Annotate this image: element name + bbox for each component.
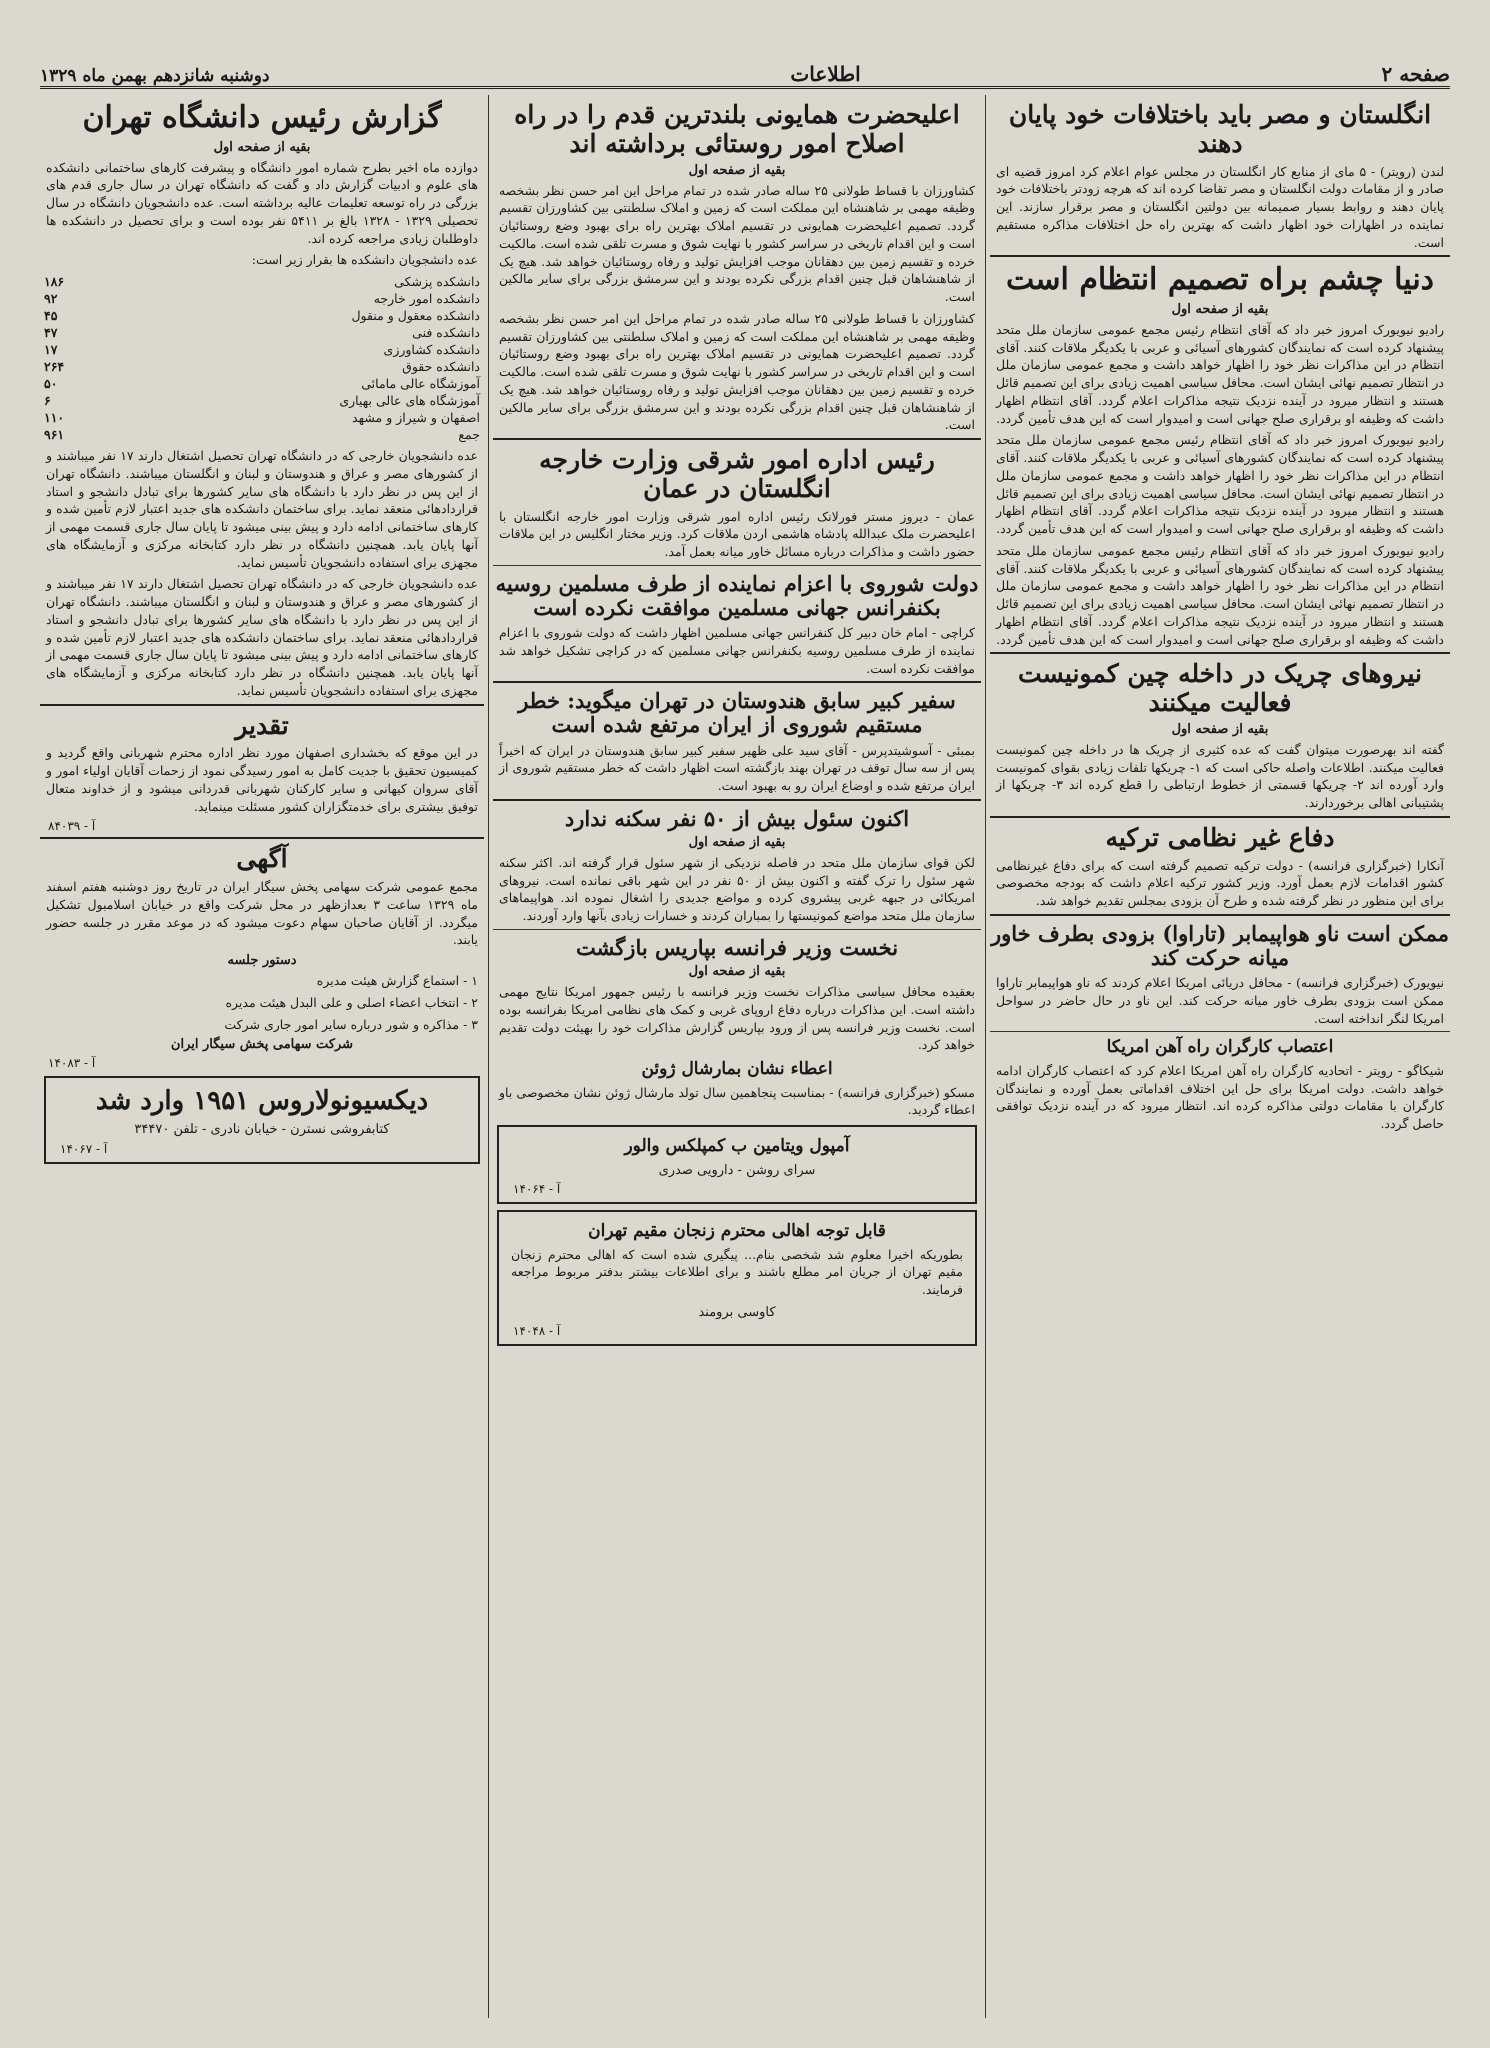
- article-body: دوازده ماه اخیر بطرح شماره امور دانشگاه و پیشرفت کارهای ساختمانی دانشکده های علوم و ادبیات گزارش داد و گفت که دانشگاه تهران در سال جاری قدم های بزرگی در راه توسعه تعلیمات عالیه برداشته است. عده دانشجویان دانشگاه در سال تحصیلی ۱۳۲۹ - ۱۳۲۸ بالغ بر ۵۴۱۱ نفر بوده است و برای تحصیل در دانشکده ها داوطلبان زیادی مراجعه کرده اند. عده دانشجویان دانشکده ها بقرار زیر است:: [46, 159, 479, 268]
- article-body: لکن قوای سازمان ملل متحد در فاصله نزدیکی از شهر سئول قرار گرفته اند. اکثر سکنه شهر سئول را ترک گفته و اکنون بیش از ۵۰ نفر در این شهر باقی نمانده است. نیروهای امریکائی در جبهه غربی پیشروی کرده و مواضع جدیدی را اشغال نموده اند. هواپیماهای سازمان ملل متحد مواضع کمونیستها را بمباران کردند و خسارات زیادی بآنها وارد آوردند.: [499, 854, 975, 924]
- faculty-name: دانشکده فنی: [412, 325, 480, 340]
- enrollment-table: [40, 273, 484, 443]
- agenda-item: ۳ - مذاکره و شور درباره سایر امور جاری شرکت: [224, 1016, 478, 1032]
- faculty-name: دانشکده حقوق: [402, 359, 480, 374]
- divider: [990, 255, 1450, 257]
- ad-signature: کاوسی برومند: [698, 1304, 776, 1320]
- table-row: [40, 358, 484, 375]
- ad-title: قابل توجه اهالی محترم زنجان مقیم تهران: [588, 1221, 886, 1242]
- left-column: [40, 95, 484, 2028]
- agenda-item: ۲ - انتخاب اعضاء اصلی و علی البدل هیئت مدیره: [225, 994, 478, 1010]
- table-row: [40, 375, 484, 392]
- advertisement: [497, 1210, 977, 1346]
- article-headline: نخست وزیر فرانسه بپاریس بازگشت: [575, 934, 899, 960]
- continued-note: بقیه از صفحه اول: [688, 162, 786, 178]
- article-headline: اعطاء نشان بمارشال ژوئن: [641, 1059, 833, 1080]
- article-headline: ممکن است ناو هواپیمابر (تاراوا) بزودی بطرف خاور میانه حرکت کند: [990, 920, 1449, 970]
- agenda-item: ۱ - استماع گزارش هیئت مدیره: [316, 973, 478, 988]
- divider: [990, 914, 1450, 916]
- article-body: گفته اند بهرصورت میتوان گفت که عده کثیری از چریک ها در داخله چین کمونیست فعالیت میکنند. اطلاعات واصله حاکی است که ۱- چریکها تلفات زیادی بقوای کمونیست وارد آورده اند ۲- چریکها قسمتی از خطوط ارتباطی را قطع کرده اند ۳- چریکها از پشتیبانی اهالی برخوردارند.: [996, 741, 1444, 810]
- ad-title: آمپول ویتامین ب کمپلکس والور: [624, 1136, 850, 1157]
- divider: [493, 681, 981, 683]
- issue-date: دوشنبه شانزدهم بهمن ماه ۱۳۲۹: [40, 66, 270, 86]
- student-count: ۹۲: [44, 291, 58, 306]
- student-count: ۴۵: [44, 308, 58, 323]
- faculty-name: دانشکده کشاورزی: [383, 342, 480, 357]
- article-body: عده دانشجویان خارجی که در دانشگاه تهران تحصیل اشتغال دارند ۱۷ نفر میباشند و از کشورهای مصر و عراق و هندوستان و لبنان و انگلستان میباشند. دانشگاه تهران از این پس در نظر دارد با دانشگاه های سایر کشورها برای تبادل دانشجو و استاد قراردادهائی منعقد نماید. برای ساختمان دانشکده های جدید اعتبار لازم تأمین شده و کارهای ساختمانی ادامه دارد و پیش بینی میشود تا پایان سال جاری قسمت مهمی از آنها پایان یابد. همچنین دانشگاه در نظر دارد کتابخانه مرکزی و آزمایشگاه های مجهزی برای استفاده دانشجویان تأسیس نماید. عده دانشجویان خارجی که در دانشگاه تهران تحصیل اشتغال دارند ۱۷ نفر میباشند و از کشورهای مصر و عراق و هندوستان و لبنان و انگلستان میباشند. دانشگاه تهران از این پس در نظر دارد با دانشگاه های سایر کشورها برای تبادل دانشجو و استاد قراردادهائی منعقد نماید. برای ساختمان دانشکده های جدید اعتبار لازم تأمین شده و کارهای ساختمانی ادامه دارد و پیش بینی میشود تا پایان سال جاری قسمت مهمی از آنها پایان یابد. همچنین دانشگاه در نظر دارد کتابخانه مرکزی و آزمایشگاه های مجهزی برای استفاده دانشجویان تأسیس نماید.: [46, 448, 479, 698]
- page-number: صفحه ۲: [1381, 62, 1450, 86]
- faculty-name: اصفهان و شیراز و مشهد: [352, 410, 480, 425]
- notice-signature: شرکت سهامی پخش سیگار ایران: [170, 1037, 354, 1053]
- faculty-name: دانشکده پزشکی: [394, 274, 480, 289]
- article-headline: تقدیر: [235, 710, 289, 740]
- table-row: [40, 341, 484, 358]
- student-count: ۴۷: [44, 325, 58, 340]
- article-body: بمبئی - آسوشیتدپرس - آقای سید علی ظهیر سفیر کبیر سابق هندوستان در ایران که اخیراً پس از سه سال توقف در تهران بهند بازگشته است اظهار داشت که خطر مستقیم شوروی از ایران مرتفع شده و اوضاع ایران رو به بهبود است.: [499, 742, 975, 794]
- student-count: ۱۸۶: [44, 274, 65, 289]
- table-row: [40, 307, 484, 324]
- article-headline: دولت شوروی با اعزام نماینده از طرف مسلمین روسیه بکنفرانس جهانی مسلمین موافقت نکرده است: [495, 570, 979, 620]
- article-body: عمان - دیروز مستر فورلانک رئیس اداره امور شرقی وزارت امور خارجه انگلستان با اعلیحضرت ملک عبدالله پادشاه هاشمی اردن ملاقات کرد. وزیر مختار انگلیس در این ملاقات حضور داشت و مذاکرات درباره مسائل خاور میانه بعمل آمد.: [499, 508, 975, 559]
- article-headline: دنیا چشم براه تصمیم انتظام است: [1005, 262, 1435, 298]
- table-row: [40, 392, 484, 409]
- article-headline: نیروهای چریک در داخله چین کمونیست فعالیت میکنند: [1018, 659, 1422, 717]
- divider: [40, 837, 484, 839]
- article-body: کشاورزان با قساط طولانی ۲۵ ساله صادر شده در تمام مراحل این امر حسن نظر بشخصه وظیفه مهمی بر شاهنشاه این مملکت است که زمین و املاک سلطنتی بین کشاورزان تقسیم گردد. تصمیم اعلیحضرت همایونی در تقسیم املاک بهترین راه برای بهبود وضع روستائیان است و این اقدام تاریخی در سراسر کشور با نهایت شوق و مسرت تلقی شده است. مالکیت خرده و تقسیم زمین بین دهقانان موجب افزایش تولید و رفاه روستائیان خواهد شد. هیچ یک از شاهنشاهان قبل چنین اقدام بزرگی نکرده بودند و این سرمشق بزرگی برای سایر مالکین است. کشاورزان با قساط طولانی ۲۵ ساله صادر شده در تمام مراحل این امر حسن نظر بشخصه وظیفه مهمی بر شاهنشاه این مملکت است که زمین و املاک سلطنتی بین کشاورزان تقسیم گردد. تصمیم اعلیحضرت همایونی در تقسیم املاک بهترین راه برای بهبود وضع روستائیان است و این اقدام تاریخی در سراسر کشور با نهایت شوق و مسرت تلقی شده است. مالکیت خرده و تقسیم زمین بین دهقانان موجب افزایش تولید و رفاه روستائیان خواهد شد. هیچ یک از شاهنشاهان قبل چنین اقدام بزرگی نکرده بودند و این سرمشق بزرگی برای سایر مالکین است.: [499, 182, 975, 433]
- article-headline: رئیس اداره امور شرقی وزارت خارجه انگلستان در عمان: [539, 445, 935, 503]
- agenda-title: دستور جلسه: [227, 953, 297, 968]
- column-divider: [488, 95, 489, 2018]
- continued-note: بقیه از صفحه اول: [688, 834, 786, 850]
- table-row: [40, 409, 484, 426]
- student-count: ۵۰: [44, 376, 58, 391]
- ad-code: آ - ۱۴۰۶۴: [513, 1182, 561, 1197]
- article-headline: سفیر کبیر سابق هندوستان در تهران میگوید: خطر مستقیم شوروی از ایران مرتفع شده است: [518, 688, 956, 738]
- table-row: [40, 324, 484, 341]
- faculty-name: جمع: [458, 427, 480, 442]
- divider: [40, 704, 484, 706]
- divider: [990, 1031, 1450, 1032]
- article-body: مسکو (خبرگزاری فرانسه) - بمناسبت پنجاهمین سال تولد مارشال ژوئن نشان مخصوصی باو اعطاء گردید.: [499, 1084, 975, 1118]
- article-body: نیویورک (خبرگزاری فرانسه) - محافل دریائی امریکا اعلام کردند که ناو هواپیمابر تاراوا ممکن است بزودی بطرف خاور میانه حرکت کند. این ناو در حال حاضر در سواحل امریکا لنگر انداخته است.: [996, 975, 1444, 1026]
- divider: [493, 565, 981, 566]
- column-divider: [985, 95, 986, 2018]
- faculty-name: آموزشگاه عالی مامائی: [361, 376, 480, 391]
- ad-code: آ - ۱۴۰۸۳: [48, 1056, 96, 1071]
- article-headline: گزارش رئیس دانشگاه تهران: [82, 100, 442, 135]
- student-count: ۲۶۴: [44, 359, 65, 374]
- article-body: مجمع عمومی شرکت سهامی پخش سیگار ایران در تاریخ روز دوشنبه هفتم اسفند ماه ۱۳۲۹ ساعت ۳ بعدازظهر در محل شرکت واقع در خیابان اسلامبول تشکیل میگردد. از آقایان صاحبان سهام دعوت میشود که در موعد مقرر در جلسه حضور یابند.: [46, 879, 479, 948]
- continued-note: بقیه از صفحه اول: [1171, 301, 1269, 317]
- divider: [493, 799, 981, 801]
- student-count: ۱۷: [44, 342, 58, 357]
- student-count: ۹۶۱: [44, 427, 65, 442]
- agenda-list: [46, 972, 478, 1033]
- ad-code: آ - ۸۴۰۳۹: [48, 819, 96, 834]
- divider: [493, 438, 981, 440]
- student-count: ۱۱۰: [44, 410, 65, 425]
- continued-note: بقیه از صفحه اول: [213, 139, 311, 155]
- middle-column: [493, 95, 981, 2028]
- article-headline: اعتصاب کارگران راه آهن امریکا: [1106, 1037, 1334, 1058]
- table-row: [40, 426, 484, 443]
- student-count: ۶: [44, 393, 51, 408]
- article-body: در این موقع که بخشداری اصفهان مورد نظر اداره محترم شهربانی واقع گردید و کمیسیون تحقیق با جدیت کامل به امور رسیدگی نمود از زحمات آقایان اولیاء امور و آقای سروان کیهانی و سایر کارکنان شهربانی قدردانی میشود و از خداوند متعال توفیق بیشتری برای خدمتگزاران کشور مسئلت مینماید.: [46, 745, 478, 814]
- article-headline: اکنون سئول بیش از ۵۰ نفر سکنه ندارد: [564, 805, 910, 831]
- article-body: بعقیده محافل سیاسی مذاکرات نخست وزیر فرانسه با رئیس جمهور امریکا نتایج مهمی داشته است. این مذاکرات درباره دفاع اروپای غربی و کمک های نظامی امریکا بفرانسه بوده است. نخست وزیر فرانسه پس از ورود بپاریس گزارش مذاکرات خود را بهیئت دولت تقدیم خواهد کرد.: [499, 984, 975, 1053]
- advertisement: [497, 1125, 977, 1204]
- table-row: [40, 273, 484, 290]
- ad-text: کتابفروشی نسترن - خیابان نادری - تلفن ۳۴۴۷۰: [134, 1122, 390, 1138]
- continued-note: بقیه از صفحه اول: [688, 964, 786, 980]
- article-body: شیکاگو - رویتر - اتحادیه کارگران راه آهن امریکا اعلام کرد که اعتصاب کارگران ادامه خواهد داشت. دولت امریکا برای حل این اختلاف اقداماتی بعمل آورده و نمایندگان کارگران با مقامات دولتی مذاکره کرده اند. انتظار میرود که در آینده نزدیک توافقی حاصل گردد.: [996, 1062, 1444, 1132]
- article-body: آنکارا (خبرگزاری فرانسه) - دولت ترکیه تصمیم گرفته است که برای دفاع غیرنظامی کشور اقدامات لازم بعمل آورد. وزیر کشور ترکیه اعلام داشت که بودجه مخصوصی برای این منظور در نظر گرفته شده و طرح آن بزودی بمجلس تقدیم خواهد شد.: [996, 857, 1444, 908]
- article-body: رادیو نیویورک امروز خبر داد که آقای انتظام رئیس مجمع عمومی سازمان ملل متحد پیشنهاد کرده است که نمایندگان کشورهای آسیائی و عربی با یکدیگر ملاقات کنند. آقای انتظام در این مذاکرات نظر خود را اظهار خواهد داشت و مجمع عمومی سازمان ملل در انتظار تصمیم نهائی ایشان است. محافل سیاسی اهمیت زیادی برای این تصمیم قائل هستند و انتظار میرود در آینده نزدیک نتیجه مذاکرات اعلام گردد. آقای انتظام اظهار داشت که وظیفه او برقراری صلح جهانی است و امیدوار است که این هدف تأمین گردد. رادیو نیویورک امروز خبر داد که آقای انتظام رئیس مجمع عمومی سازمان ملل متحد پیشنهاد کرده است که نمایندگان کشورهای آسیائی و عربی با یکدیگر ملاقات کنند. آقای انتظام در این مذاکرات نظر خود را اظهار خواهد داشت و مجمع عمومی سازمان ملل در انتظار تصمیم نهائی ایشان است. محافل سیاسی اهمیت زیادی برای این تصمیم قائل هستند و انتظار میرود در آینده نزدیک نتیجه مذاکرات اعلام گردد. آقای انتظام اظهار داشت که وظیفه او برقراری صلح جهانی است و امیدوار است که این هدف تأمین گردد. رادیو نیویورک امروز خبر داد که آقای انتظام رئیس مجمع عمومی سازمان ملل متحد پیشنهاد کرده است که نمایندگان کشورهای آسیائی و عربی با یکدیگر ملاقات کنند. آقای انتظام در این مذاکرات نظر خود را اظهار خواهد داشت و مجمع عمومی سازمان ملل در انتظار تصمیم نهائی ایشان است. محافل سیاسی اهمیت زیادی برای این تصمیم قائل هستند و انتظار میرود در آینده نزدیک نتیجه مذاکرات اعلام گردد. آقای انتظام اظهار داشت که وظیفه او برقراری صلح جهانی است و امیدوار است که این هدف تأمین گردد.: [996, 321, 1444, 647]
- faculty-name: دانشکده امور خارجه: [373, 291, 480, 306]
- article-body: کراچی - امام خان دبیر کل کنفرانس جهانی مسلمین اظهار داشت که دولت شوروی با اعزام نماینده از طرف مسلمین روسیه بکنفرانس جهانی مسلمین که در کراچی تشکیل خواهد شد موافقت نکرده است.: [499, 625, 975, 676]
- faculty-name: آموزشگاه های عالی بهیاری: [339, 393, 480, 408]
- table-row: [40, 290, 484, 307]
- divider: [990, 816, 1450, 818]
- article-headline: اعلیحضرت همایونی بلندترین قدم را در راه اصلاح امور روستائی برداشته اند: [514, 100, 960, 158]
- page-header: [40, 52, 1450, 89]
- article-body: لندن (رویتر) - ۵ مای از منابع کار انگلستان در مجلس عوام اعلام کرد امروز قضیه ای صادر و از مقامات دولت انگلستان و مصر تقاضا کرده اند که هرچه زودتر باختلافات خود پایان دهند و روابط بسیار صمیمانه بین دولتین انگلستان و مصر برقرار سازند. این نماینده در اظهارات خود اظهار داشت که بهترین راه حل اختلافات مذاکره مستقیم است.: [996, 163, 1444, 250]
- faculty-name: دانشکده معقول و منقول: [351, 308, 480, 323]
- divider: [493, 929, 981, 930]
- divider: [990, 652, 1450, 654]
- newspaper-name: اطلاعات: [790, 62, 861, 86]
- article-headline: آگهی: [236, 844, 288, 874]
- article-headline: دفاع غیر نظامی ترکیه: [1105, 822, 1335, 852]
- article-headline: انگلستان و مصر باید باختلافات خود پایان دهند: [1008, 100, 1432, 158]
- ad-text: سرای روشن - دارویی صدری: [658, 1162, 816, 1178]
- ad-code: آ - ۱۴۰۴۸: [513, 1324, 561, 1339]
- advertisement: [44, 1076, 480, 1164]
- continued-note: بقیه از صفحه اول: [1171, 721, 1269, 737]
- ad-title: دیکسیونولاروس ۱۹۵۱ وارد شد: [95, 1086, 429, 1117]
- right-column: [990, 95, 1450, 2028]
- ad-body: بطوریکه اخیرا معلوم شد شخصی بنام... پیگیری شده است که اهالی محترم زنجان مقیم تهران از جریان امر مطلع باشند و برای اطلاعات بیشتر بدفتر مربوط مراجعه فرمایند.: [511, 1246, 963, 1298]
- ad-code: آ - ۱۴۰۶۷: [60, 1141, 108, 1156]
